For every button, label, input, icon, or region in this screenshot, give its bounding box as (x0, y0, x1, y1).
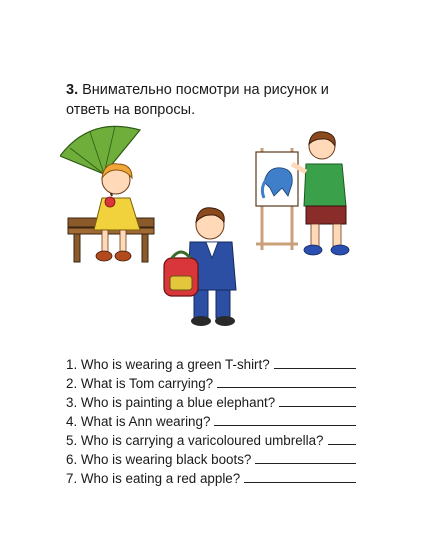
question-item (66, 374, 366, 393)
question-text: 7. Who is eating a red apple? (66, 471, 241, 486)
question-item (66, 431, 366, 450)
scene-illustration (60, 118, 370, 340)
question-item (66, 412, 366, 431)
task-number: 3. (66, 82, 79, 98)
question-item (66, 393, 366, 412)
boy-painting-figure (256, 132, 349, 255)
answer-blank[interactable] (279, 394, 356, 407)
task-instruction: Внимательно посмотри на рисунок и ответь на вопросы. (66, 82, 329, 118)
question-text: 3. Who is painting a blue elephant? (66, 395, 276, 410)
answer-blank[interactable] (328, 432, 356, 445)
task-heading (66, 80, 366, 120)
question-text: 1. Who is wearing a green T-shirt? (66, 357, 270, 372)
question-text: 2. What is Tom carrying? (66, 376, 214, 391)
question-text: 6. Who is wearing black boots? (66, 452, 252, 467)
boy-with-backpack-figure (164, 208, 236, 326)
answer-blank[interactable] (214, 413, 356, 426)
girl-on-bench-figure (60, 126, 154, 262)
answer-blank[interactable] (274, 356, 356, 369)
question-item (66, 450, 366, 469)
question-item (66, 355, 366, 374)
answer-blank[interactable] (244, 470, 356, 483)
question-list (66, 355, 366, 488)
answer-blank[interactable] (217, 375, 356, 388)
answer-blank[interactable] (255, 451, 356, 464)
question-text: 4. What is Ann wearing? (66, 414, 211, 429)
question-item (66, 469, 366, 488)
question-text: 5. Who is carrying a varicoloured umbrella? (66, 433, 324, 448)
